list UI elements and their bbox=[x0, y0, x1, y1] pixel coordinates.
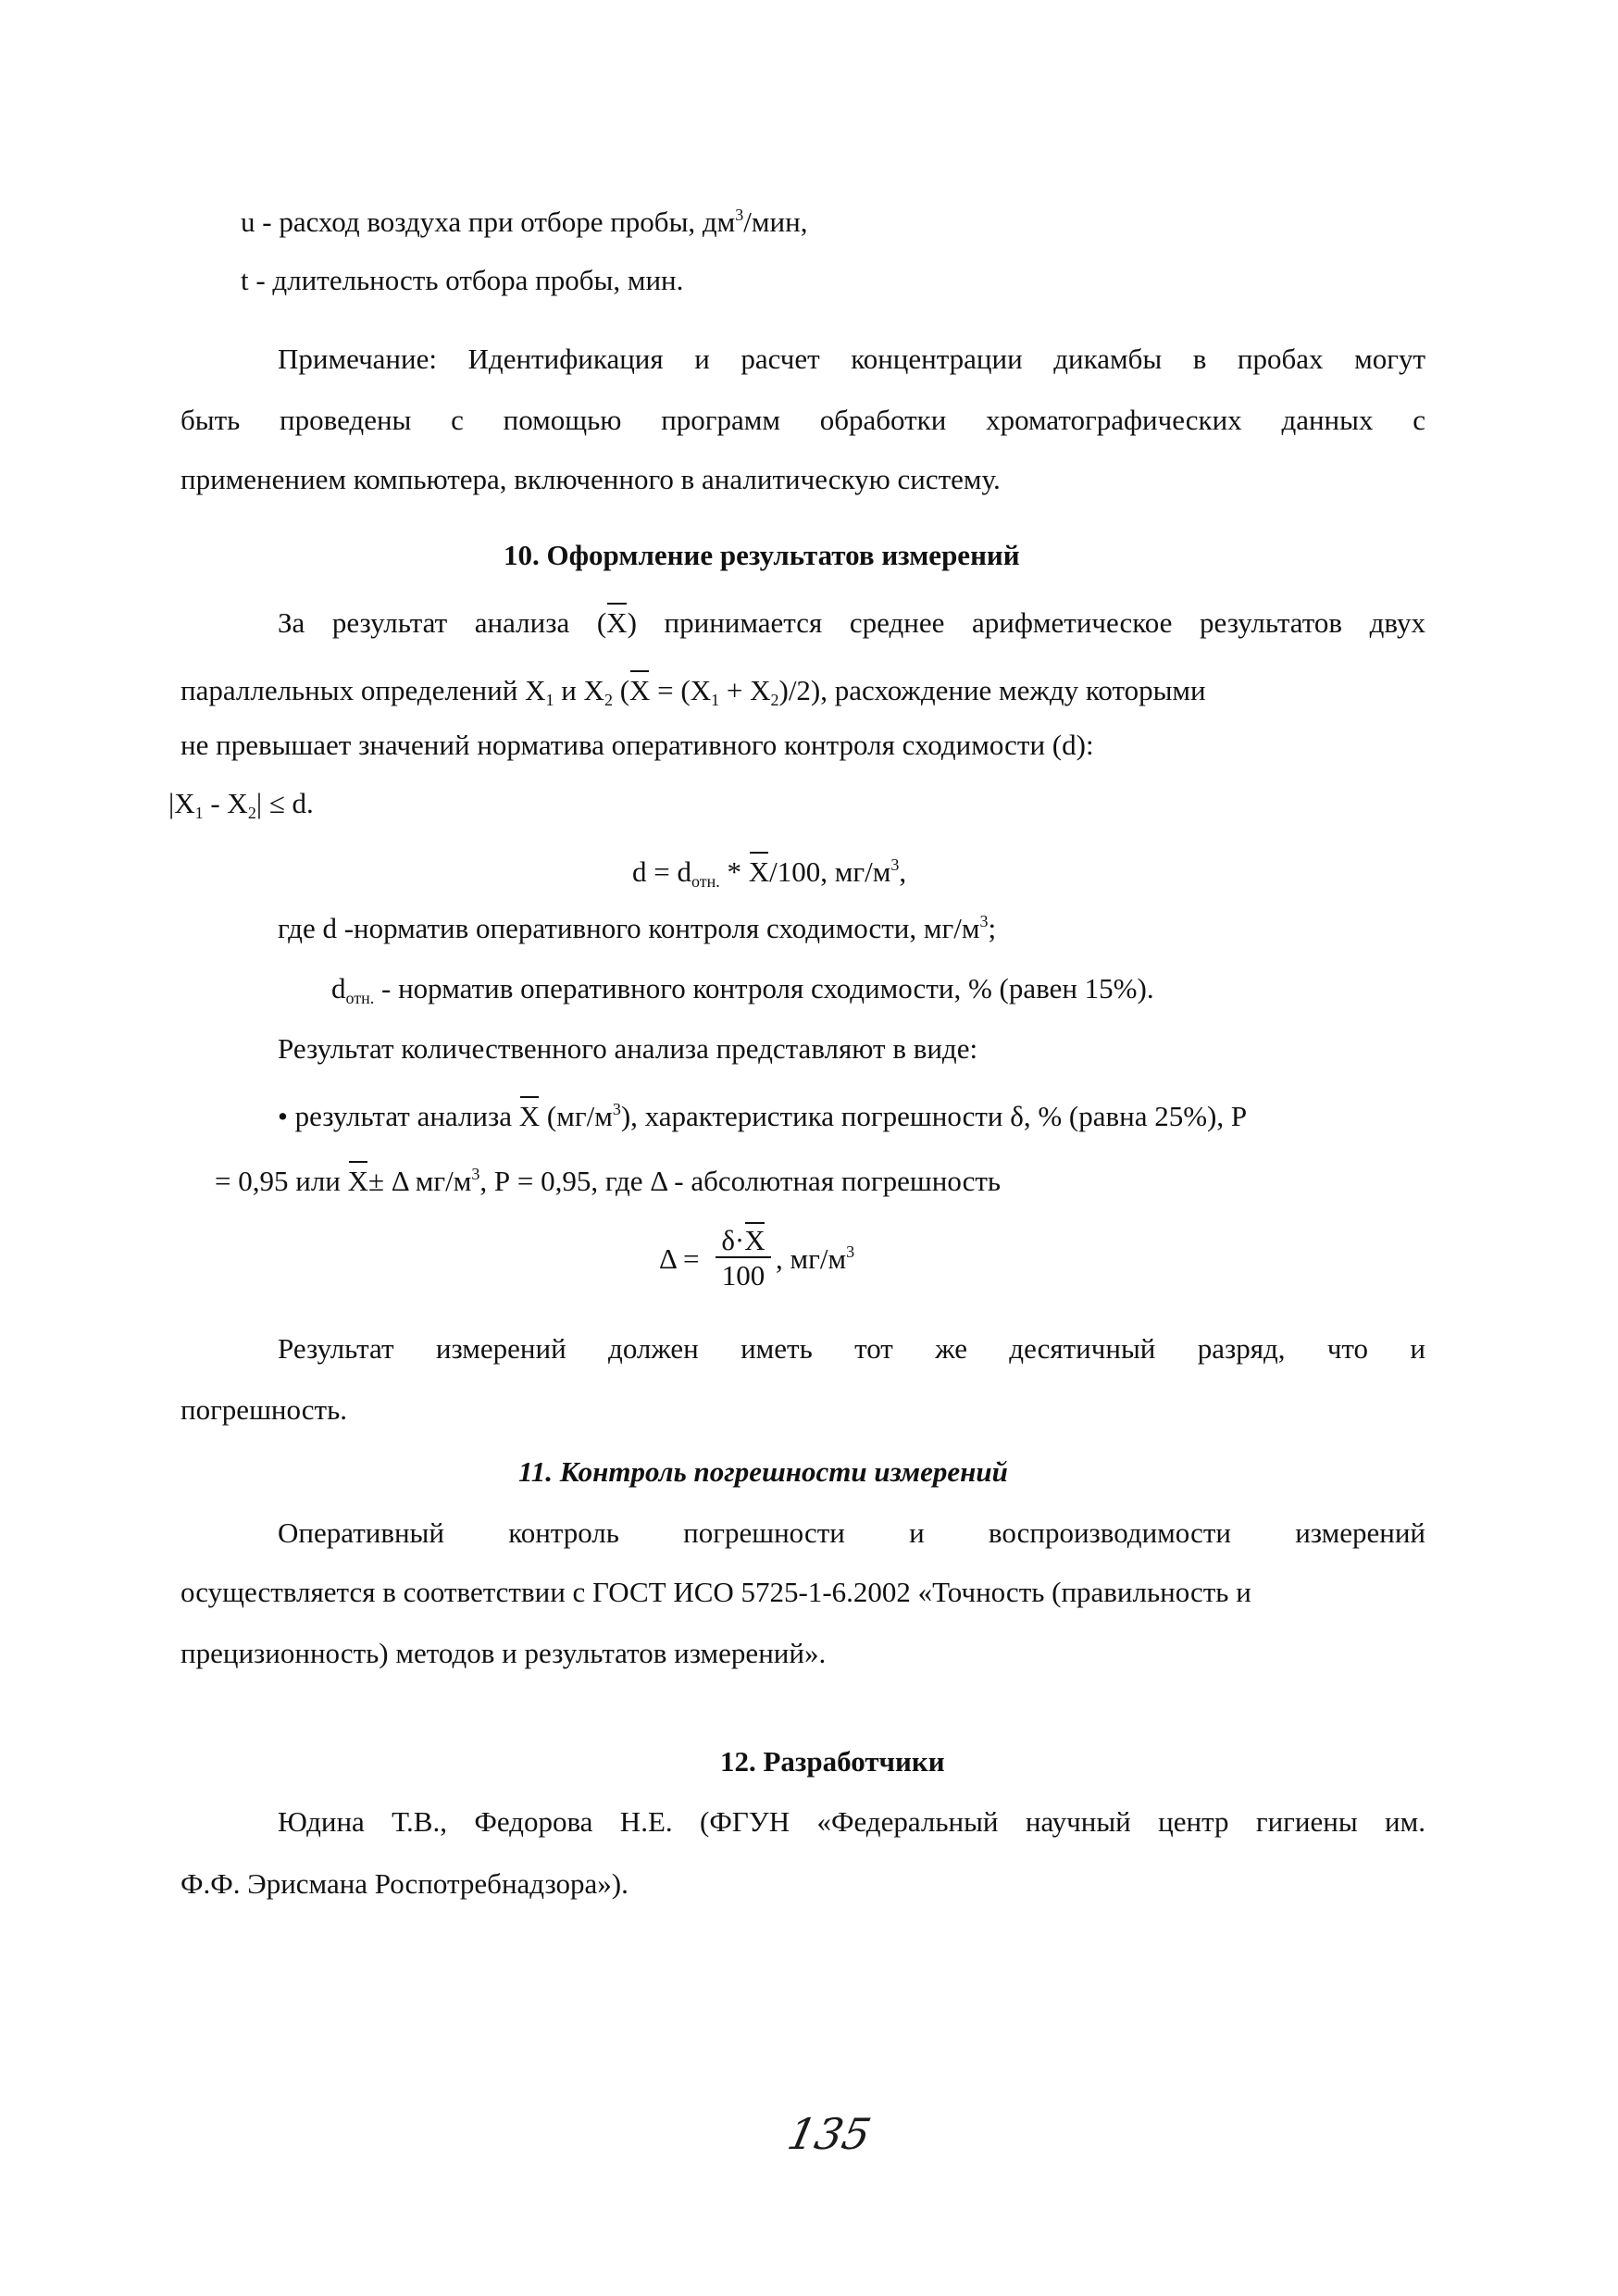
u-definition: u - расход воздуха при отборе пробы, $дм^3$/мин, bbox=[241, 206, 808, 238]
delta-lhs: Δ = bbox=[659, 1242, 700, 1275]
section-12-line-2: Ф.Ф. Эрисмана Роспотребнадзора»). bbox=[180, 1867, 629, 1900]
decimal-rule-line-1: Результат измерений должен иметь тот же десятичный разряд, что и bbox=[278, 1332, 1425, 1365]
section-10-para-line-2: параллельных определений $X_1$ и $X_2$ $(X = (X_1 + X_2)/2)$, расхождение между которыми bbox=[180, 667, 1206, 709]
convergence-condition: $|X_1 - X_2| \le d$. bbox=[168, 787, 314, 822]
section-10-para-line-3: не превышает значений норматива оперативного контроля сходимости (d): bbox=[180, 729, 1094, 761]
delta-unit: , $мг/м^3$ bbox=[776, 1242, 855, 1275]
result-bullet-line-2: = 0,95 или X± Δ $мг/м^3$, Р = 0,95, где Δ - абсолютная погрешность bbox=[215, 1157, 1001, 1200]
page-number: 135 bbox=[783, 2109, 876, 2159]
section-12-heading: 12. Разработчики bbox=[720, 1745, 945, 1778]
section-11-line-2: осуществляется в соответствии с ГОСТ ИСО 5725-1-6.2002 «Точность (правильность и bbox=[180, 1576, 1251, 1608]
result-bullet-line-1: • результат анализа X $(мг/м^3)$, характеристика погрешности δ, % (равна 25%), Р bbox=[278, 1092, 1247, 1135]
delta-denominator: 100 bbox=[721, 1259, 765, 1292]
fraction-bar bbox=[716, 1256, 771, 1258]
t-definition: t - длительность отбора пробы, мин. bbox=[241, 264, 684, 296]
note-line-3: применением компьютера, включенного в аналитическую систему. bbox=[180, 463, 1001, 495]
note-line-2: быть проведены с помощью программ обработки хроматографических данных с bbox=[180, 404, 1425, 436]
section-11-heading: 11. Контроль погрешности измерений bbox=[518, 1455, 1008, 1488]
section-10-heading: 10. Оформление результатов измерений bbox=[504, 539, 1020, 571]
decimal-rule-line-2: погрешность. bbox=[180, 1393, 347, 1426]
section-11-line-1: Оперативный контроль погрешности и воспроизводимости измерений bbox=[278, 1516, 1425, 1549]
note-line-1: Примечание: Идентификация и расчет концентрации дикамбы в пробах могут bbox=[278, 343, 1425, 375]
delta-fraction bbox=[716, 1218, 771, 1292]
section-10-para-line-1: За результат анализа (X) принимается среднее арифметическое результатов двух bbox=[278, 599, 1425, 642]
result-form-intro: Результат количественного анализа представляют в виде: bbox=[278, 1032, 978, 1065]
d-definition: где d -норматив оперативного контроля сходимости, $мг/м^3$; bbox=[278, 912, 997, 944]
section-12-line-1: Юдина Т.В., Федорова Н.Е. (ФГУН «Федеральный научный центр гигиены им. bbox=[278, 1805, 1425, 1838]
d-formula: d = dотн. * X/100, $мг/м^3$, bbox=[632, 848, 906, 891]
delta-numerator: δ·X bbox=[716, 1218, 771, 1257]
section-11-line-3: прецизионность) методов и результатов измерений». bbox=[180, 1637, 827, 1669]
d-rel-definition: dотн. - норматив оперативного контроля сходимости, % (равен 15%). bbox=[331, 972, 1154, 1007]
